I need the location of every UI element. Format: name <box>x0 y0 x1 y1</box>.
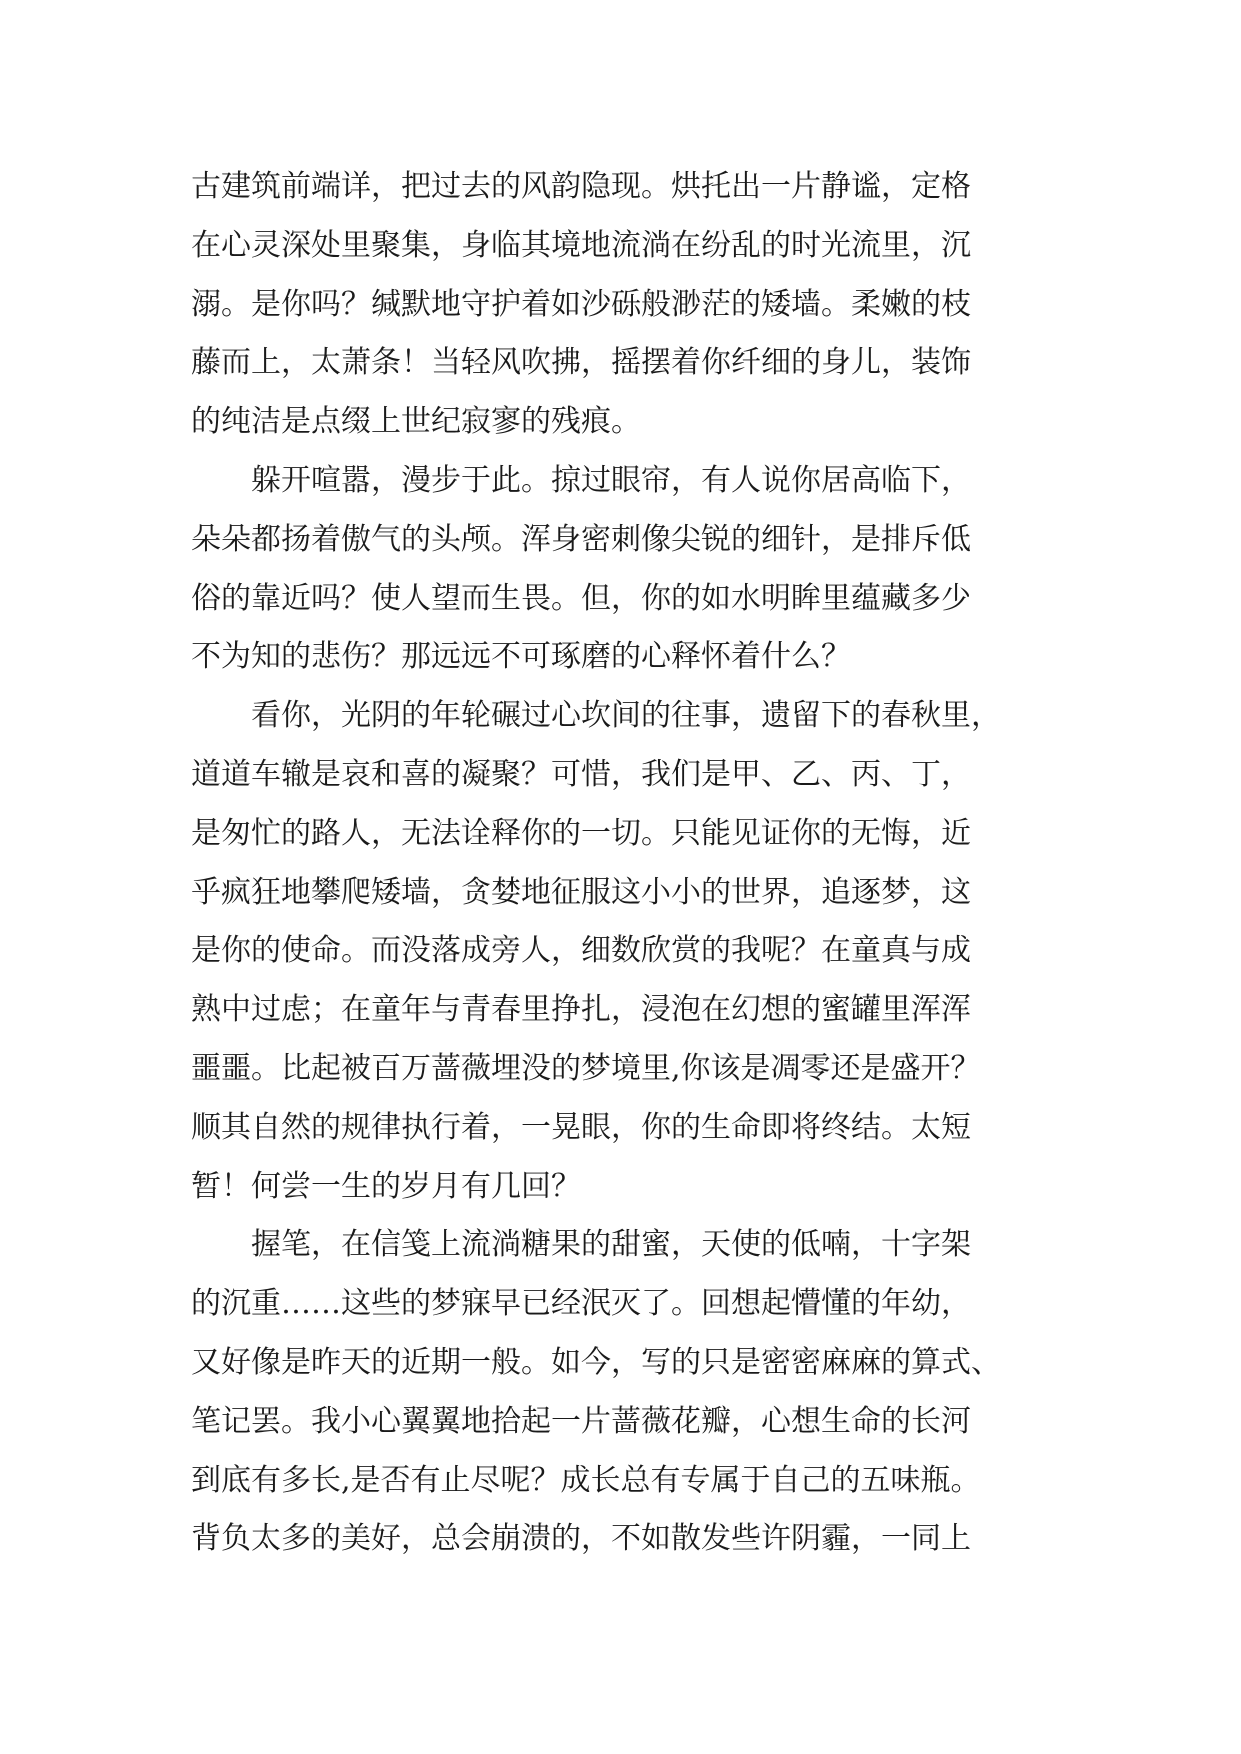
text-line: 乎疯狂地攀爬矮墙，贪婪地征服这小小的世界，追逐梦，这 <box>191 874 971 910</box>
text-line: 看你，光阴的年轮碾过心坎间的往事，遗留下的春秋里， <box>251 698 1001 734</box>
text-line: 溺。是你吗？缄默地守护着如沙砾般渺茫的矮墙。柔嫩的枝 <box>191 286 971 322</box>
text-line: 在心灵深处里聚集，身临其境地流淌在纷乱的时光流里，沉 <box>191 227 971 263</box>
text-line: 笔记罢。我小心翼翼地拾起一片蔷薇花瓣，心想生命的长河 <box>191 1403 971 1439</box>
text-line: 噩噩。比起被百万蔷薇埋没的梦境里,你该是凋零还是盛开？ <box>191 1050 981 1086</box>
text-line: 藤而上，太萧条！当轻风吹拂，摇摆着你纤细的身儿，装饰 <box>191 345 971 381</box>
text-line: 是匆忙的路人，无法诠释你的一切。只能见证你的无悔，近 <box>191 815 971 851</box>
text-line: 又好像是昨天的近期一般。如今，写的只是密密麻麻的算式、 <box>191 1344 1001 1380</box>
text-line: 背负太多的美好，总会崩溃的，不如散发些许阴霾，一同上 <box>191 1521 971 1557</box>
text-line: 古建筑前端详，把过去的风韵隐现。烘托出一片静谧，定格 <box>191 169 971 204</box>
text-line: 熟中过虑；在童年与青春里挣扎，浸泡在幻想的蜜罐里浑浑 <box>191 992 971 1028</box>
text-line: 握笔，在信笺上流淌糖果的甜蜜，天使的低喃，十字架 <box>251 1227 971 1263</box>
text-line: 的沉重……这些的梦寐早已经泯灭了。回想起懵懂的年幼， <box>191 1286 971 1322</box>
text-line: 道道车辙是哀和喜的凝聚？可惜，我们是甲、乙、丙、丁， <box>191 756 971 792</box>
text-line: 俗的靠近吗？使人望而生畏。但，你的如水明眸里蕴藏多少 <box>191 580 971 616</box>
text-line: 躲开喧嚣，漫步于此。掠过眼帘，有人说你居高临下， <box>251 462 971 498</box>
text-line: 是你的使命。而没落成旁人，细数欣赏的我呢？在童真与成 <box>191 933 971 969</box>
text-line: 到底有多长,是否有止尽呢？成长总有专属于自己的五味瓶。 <box>191 1462 981 1498</box>
text-line: 朵朵都扬着傲气的头颅。浑身密刺像尖锐的细针，是排斥低 <box>191 521 971 557</box>
text-line: 的纯洁是点缀上世纪寂寥的残痕。 <box>191 404 641 440</box>
text-line: 暂！何尝一生的岁月有几回？ <box>191 1168 581 1204</box>
text-line: 不为知的悲伤？那远远不可琢磨的心释怀着什么？ <box>191 639 851 675</box>
body-text <box>191 158 1051 1569</box>
text-line: 顺其自然的规律执行着，一晃眼，你的生命即将终结。太短 <box>191 1109 971 1145</box>
